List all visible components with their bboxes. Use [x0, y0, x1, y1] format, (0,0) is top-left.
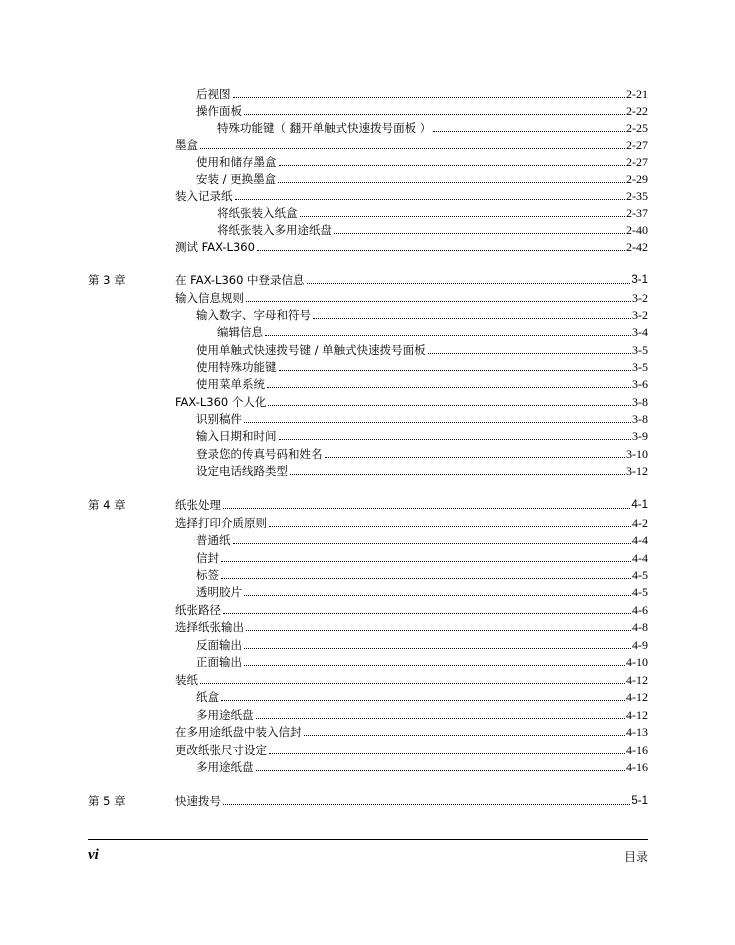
footer-page-number: vi: [88, 847, 99, 863]
toc-entry: [217, 206, 648, 220]
entry-title: 透明胶片: [196, 585, 242, 599]
entry-title: 设定电话线路类型: [196, 464, 288, 478]
entry-title: 在 FAX-L360 中登录信息: [175, 273, 305, 287]
entry-title: FAX-L360 个人化: [175, 395, 267, 409]
entry-title: 将纸张装入多用途纸盘: [217, 223, 332, 237]
toc-entry: [196, 638, 648, 652]
toc-entry: [196, 464, 648, 478]
entry-title: 使用菜单系统: [196, 377, 265, 391]
entry-page: 4-16: [626, 743, 648, 757]
dot-leader: [223, 804, 630, 805]
entry-page: 2-40: [626, 223, 648, 237]
entry-title: 多用途纸盘: [196, 760, 254, 774]
entry-title: 快速拨号: [175, 794, 221, 808]
dot-leader: [221, 561, 631, 562]
entry-page: 2-22: [626, 104, 648, 118]
entry-title: 多用途纸盘: [196, 708, 254, 722]
toc-entry: [196, 585, 648, 599]
dot-leader: [223, 508, 630, 509]
toc-entry: [175, 395, 648, 409]
toc-entry: [196, 377, 648, 391]
toc-entry: [196, 155, 648, 169]
entry-title: 输入信息规则: [175, 291, 244, 305]
toc-entry: [175, 794, 648, 808]
dot-leader: [334, 233, 625, 234]
toc-entry: [196, 308, 648, 322]
chapter-label: 第 3 章: [88, 273, 126, 287]
entry-title: 墨盒: [175, 138, 198, 152]
dot-leader: [304, 735, 626, 736]
dot-leader: [200, 683, 625, 684]
entry-title: 安装 / 更换墨盒: [196, 172, 277, 186]
toc-entry: [196, 760, 648, 774]
entry-page: 4-12: [626, 673, 648, 687]
entry-title: 登录您的传真号码和姓名: [196, 447, 323, 461]
entry-title: 纸盒: [196, 690, 219, 704]
entry-title: 输入数字、字母和符号: [196, 308, 311, 322]
entry-page: 4-8: [632, 620, 648, 634]
entry-page: 2-42: [626, 240, 648, 254]
dot-leader: [257, 250, 625, 251]
entry-page: 4-2: [632, 516, 648, 530]
entry-page: 2-27: [626, 155, 648, 169]
entry-title: 纸张处理: [175, 498, 221, 512]
toc-entry: [196, 172, 648, 186]
toc-entry: [196, 708, 648, 722]
dot-leader: [244, 665, 625, 666]
entry-page: 3-2: [632, 308, 648, 322]
entry-page: 2-25: [626, 121, 648, 135]
entry-title: 纸张路径: [175, 603, 221, 617]
entry-title: 特殊功能键（ 翻开单触式快速拨号面板 ）: [217, 121, 432, 135]
chapter-label: 第 5 章: [88, 794, 126, 808]
entry-title: 信封: [196, 551, 219, 565]
dot-leader: [279, 439, 632, 440]
dot-leader: [200, 148, 625, 149]
dot-leader: [268, 405, 631, 406]
entry-page: 2-21: [626, 87, 648, 101]
entry-title: 选择纸张输出: [175, 620, 244, 634]
entry-title: 识别稿件: [196, 412, 242, 426]
toc-entry: [175, 291, 648, 305]
dot-leader: [325, 457, 626, 458]
entry-page: 3-5: [632, 360, 648, 374]
toc-entry: [175, 498, 648, 512]
entry-page: 3-8: [632, 412, 648, 426]
entry-title: 装入记录纸: [175, 189, 233, 203]
dot-leader: [221, 578, 631, 579]
entry-title: 操作面板: [196, 104, 242, 118]
entry-page: 4-12: [626, 708, 648, 722]
toc-entry: [217, 121, 648, 135]
entry-page: 3-10: [626, 447, 648, 461]
dot-leader: [233, 97, 626, 98]
entry-page: 5-1: [631, 795, 648, 807]
entry-title: 输入日期和时间: [196, 429, 277, 443]
entry-page: 3-9: [632, 429, 648, 443]
entry-page: 3-2: [632, 291, 648, 305]
toc-entry: [196, 429, 648, 443]
entry-page: 2-29: [626, 172, 648, 186]
entry-page: 2-27: [626, 138, 648, 152]
dot-leader: [269, 753, 625, 754]
toc-entry: [196, 412, 648, 426]
entry-page: 4-16: [626, 760, 648, 774]
entry-title: 在多用途纸盘中装入信封: [175, 725, 302, 739]
entry-title: 使用单触式快速拨号键 / 单触式快速拨号面板: [196, 343, 426, 357]
toc-entry: [196, 551, 648, 565]
entry-page: 3-5: [632, 343, 648, 357]
toc-entry: [196, 360, 648, 374]
dot-leader: [244, 648, 631, 649]
entry-page: 3-6: [632, 377, 648, 391]
entry-page: 4-9: [632, 638, 648, 652]
entry-page: 2-35: [626, 189, 648, 203]
toc-entry: [175, 516, 648, 530]
toc-entry: [175, 273, 648, 287]
entry-title: 使用特殊功能键: [196, 360, 277, 374]
dot-leader: [235, 199, 626, 200]
entry-page: 4-12: [626, 690, 648, 704]
entry-title: 正面输出: [196, 655, 242, 669]
dot-leader: [300, 216, 626, 217]
toc-entry: [196, 655, 648, 669]
toc-entry: [175, 603, 648, 617]
entry-page: 3-8: [632, 395, 648, 409]
entry-page: 4-5: [632, 568, 648, 582]
footer-divider: [88, 839, 648, 840]
entry-title: 编辑信息: [217, 325, 263, 339]
entry-title: 将纸张装入纸盒: [217, 206, 298, 220]
dot-leader: [279, 370, 632, 371]
entry-title: 更改纸张尺寸设定: [175, 743, 267, 757]
dot-leader: [244, 595, 631, 596]
entry-page: 4-5: [632, 585, 648, 599]
toc-entry: [196, 533, 648, 547]
entry-title: 反面输出: [196, 638, 242, 652]
entry-page: 4-10: [626, 655, 648, 669]
toc-entry: [175, 725, 648, 739]
entry-title: 测试 FAX-L360: [175, 240, 255, 254]
dot-leader: [246, 301, 631, 302]
dot-leader: [265, 335, 631, 336]
dot-leader: [244, 422, 631, 423]
dot-leader: [428, 353, 631, 354]
entry-title: 标签: [196, 568, 219, 582]
footer-section-title: 目录: [623, 850, 648, 864]
entry-page: 4-13: [626, 725, 648, 739]
dot-leader: [279, 165, 626, 166]
toc-entry: [175, 138, 648, 152]
toc-entry: [196, 690, 648, 704]
entry-page: 3-4: [632, 325, 648, 339]
dot-leader: [223, 613, 631, 614]
dot-leader: [256, 770, 626, 771]
entry-title: 选择打印介质原则: [175, 516, 267, 530]
entry-page: 4-1: [631, 499, 648, 511]
toc-entry: [217, 325, 648, 339]
dot-leader: [433, 131, 625, 132]
entry-page: 4-4: [632, 551, 648, 565]
toc-entry: [175, 743, 648, 757]
toc-entry: [175, 620, 648, 634]
dot-leader: [233, 543, 632, 544]
entry-title: 使用和储存墨盒: [196, 155, 277, 169]
toc-entry: [175, 189, 648, 203]
entry-page: 4-4: [632, 533, 648, 547]
toc-entry: [196, 87, 648, 101]
entry-title: 普通纸: [196, 533, 231, 547]
entry-page: 2-37: [626, 206, 648, 220]
dot-leader: [244, 114, 625, 115]
toc-entry: [217, 223, 648, 237]
dot-leader: [278, 182, 625, 183]
toc-entry: [175, 240, 648, 254]
dot-leader: [290, 474, 625, 475]
entry-page: 4-6: [632, 603, 648, 617]
toc-entry: [196, 343, 648, 357]
entry-page: 3-1: [631, 274, 648, 286]
dot-leader: [269, 526, 631, 527]
toc-entry: [175, 673, 648, 687]
entry-title: 装纸: [175, 673, 198, 687]
entry-page: 3-12: [626, 464, 648, 478]
entry-title: 后视图: [196, 87, 231, 101]
dot-leader: [307, 283, 631, 284]
toc-entry: [196, 568, 648, 582]
dot-leader: [221, 700, 625, 701]
dot-leader: [246, 630, 631, 631]
dot-leader: [267, 387, 631, 388]
dot-leader: [313, 318, 631, 319]
dot-leader: [256, 718, 626, 719]
chapter-label: 第 4 章: [88, 498, 126, 512]
toc-entry: [196, 104, 648, 118]
toc-entry: [196, 447, 648, 461]
